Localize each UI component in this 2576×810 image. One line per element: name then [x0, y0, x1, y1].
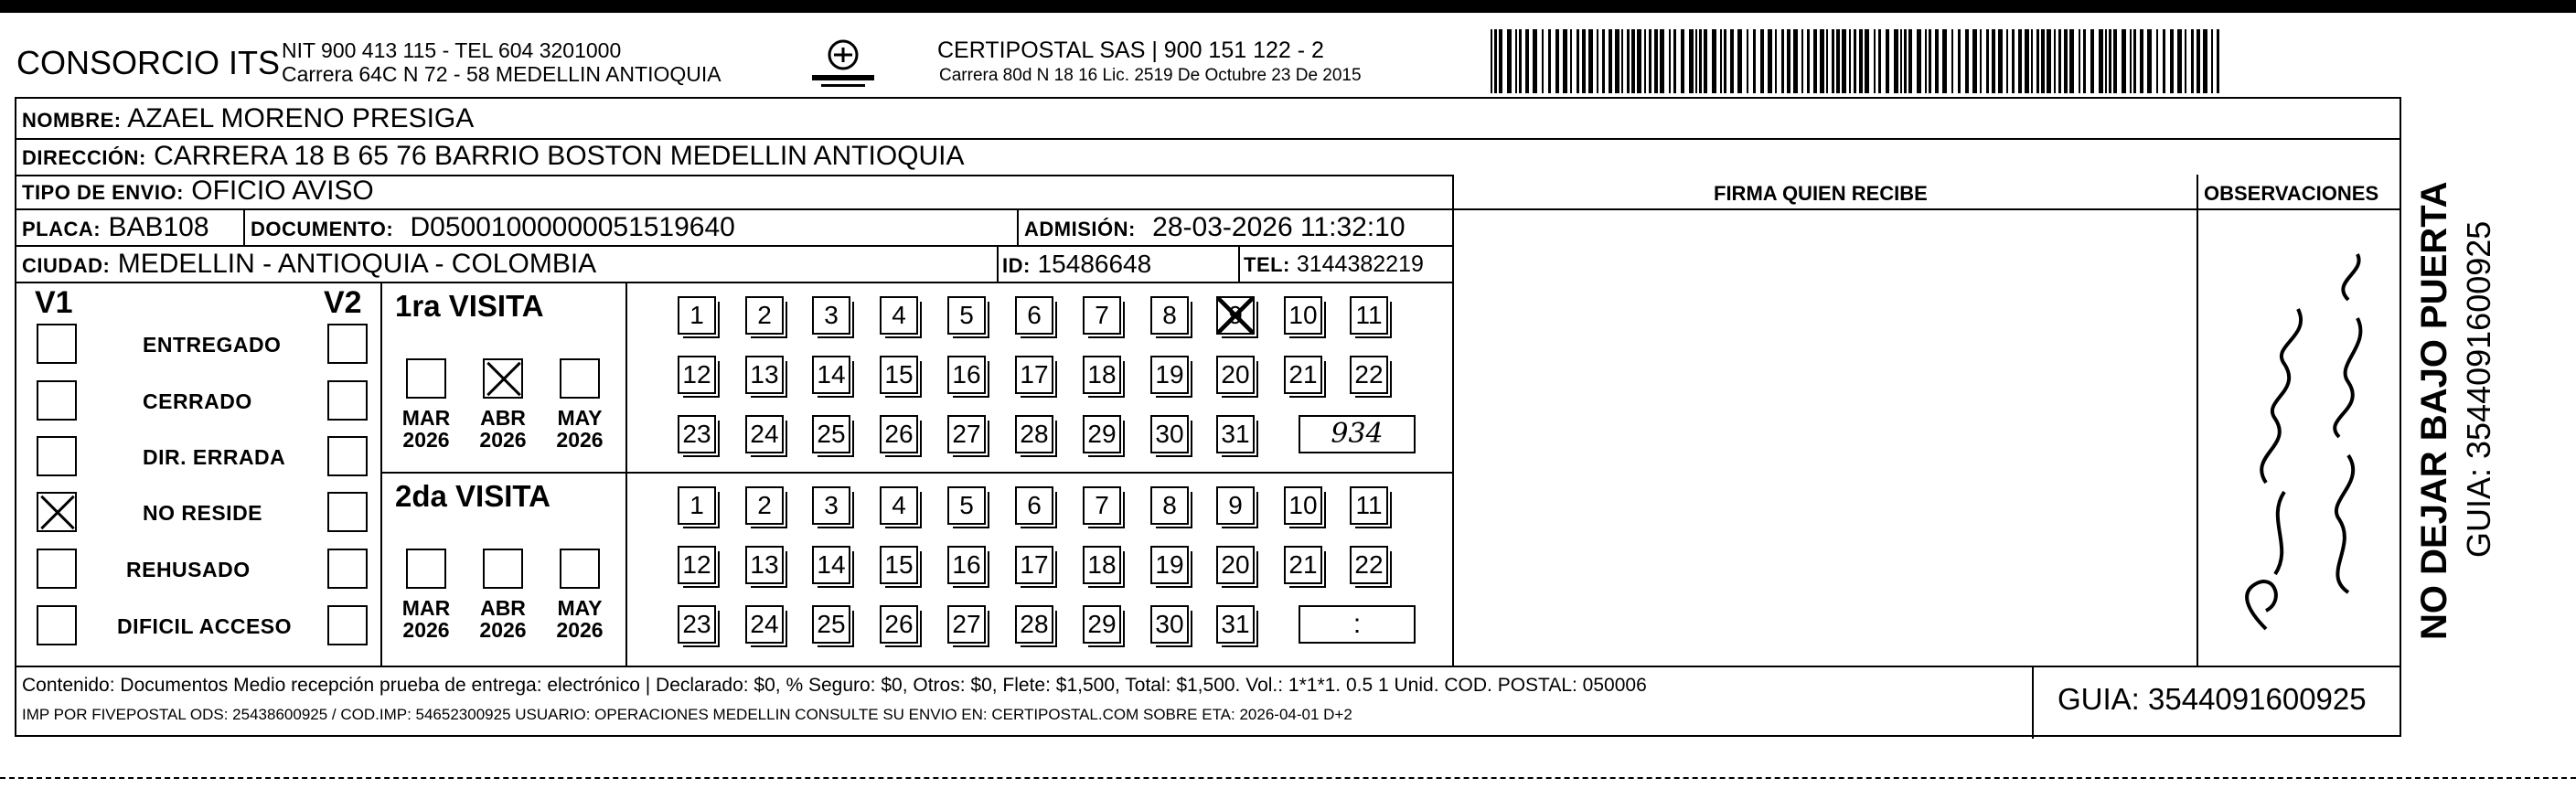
day-box[interactable]: 17	[1015, 356, 1053, 394]
day-box[interactable]: 28	[1015, 415, 1053, 453]
month-checkbox[interactable]	[406, 549, 446, 589]
day-box[interactable]: 10	[1284, 296, 1322, 335]
month-name: MAY	[557, 406, 603, 430]
side-guia: GUIA: 3544091600925	[2460, 220, 2497, 558]
day-box[interactable]: 30	[1150, 605, 1189, 644]
month-name: MAR	[401, 596, 451, 620]
day-box[interactable]: 16	[947, 356, 986, 394]
documento-value: D05001000000051519640	[410, 212, 735, 242]
day-box[interactable]: 1	[678, 486, 716, 525]
day-box[interactable]: 19	[1150, 546, 1189, 584]
admision-field	[1024, 212, 1406, 245]
v1-checkbox[interactable]	[37, 549, 77, 589]
day-box[interactable]: 9	[1216, 296, 1255, 335]
v2-checkbox[interactable]	[327, 605, 368, 645]
status-label: DIR. ERRADA	[143, 445, 286, 469]
day-box[interactable]: 18	[1083, 356, 1121, 394]
tel-field	[1244, 249, 1424, 281]
month-name: MAY	[557, 596, 603, 620]
admision-value: 28-03-2026 11:32:10	[1152, 212, 1406, 242]
guia-number: GUIA: 3544091600925	[2058, 682, 2367, 716]
shipping-card	[15, 97, 2401, 737]
placa-label: PLACA:	[22, 218, 102, 240]
day-box[interactable]: 3	[812, 296, 850, 335]
month-label	[552, 597, 607, 641]
v1-checkbox[interactable]	[37, 605, 77, 645]
day-box[interactable]: 19	[1150, 356, 1189, 394]
day-box[interactable]: 1	[678, 296, 716, 335]
status-label: NO RESIDE	[143, 501, 263, 525]
day-box[interactable]: 23	[678, 605, 716, 644]
day-box[interactable]: 8	[1150, 486, 1189, 525]
visit-title: 1ra VISITA	[395, 289, 544, 323]
nombre-field	[22, 103, 474, 136]
day-box[interactable]: 20	[1216, 356, 1255, 394]
id-field	[1002, 249, 1151, 282]
day-box[interactable]: 30	[1150, 415, 1189, 453]
certipostal-logo	[807, 38, 880, 93]
visit-title: 2da VISITA	[395, 479, 550, 513]
v2-checkbox[interactable]	[327, 492, 368, 532]
nombre-value: AZAEL MORENO PRESIGA	[127, 103, 475, 133]
month-label	[552, 407, 607, 451]
id-value: 15486648	[1037, 250, 1152, 278]
day-box[interactable]: 15	[880, 546, 918, 584]
day-box[interactable]: 21	[1284, 356, 1322, 394]
day-box[interactable]: 11	[1350, 486, 1388, 525]
ciudad-value: MEDELLIN - ANTIOQUIA - COLOMBIA	[117, 249, 597, 279]
month-year: 2026	[556, 428, 604, 452]
day-box[interactable]: 12	[678, 356, 716, 394]
day-box[interactable]: 13	[745, 356, 784, 394]
v2-checkbox[interactable]	[327, 324, 368, 364]
month-checkbox[interactable]	[560, 549, 600, 589]
company-name: CONSORCIO ITS	[16, 44, 281, 81]
day-box[interactable]: 14	[812, 356, 850, 394]
v1-checkbox[interactable]	[37, 324, 77, 364]
admision-label: ADMISIÓN:	[1024, 218, 1136, 240]
day-box[interactable]: 23	[678, 415, 716, 453]
day-box[interactable]: 27	[947, 605, 986, 644]
month-checkbox[interactable]	[406, 358, 446, 399]
handwritten-signature	[2211, 245, 2394, 656]
status-label: REHUSADO	[126, 558, 251, 581]
day-box[interactable]: 24	[745, 605, 784, 644]
day-box[interactable]: 12	[678, 546, 716, 584]
day-box[interactable]: 10	[1284, 486, 1322, 525]
day-box[interactable]: 25	[812, 605, 850, 644]
cut-line	[0, 777, 2576, 781]
status-label: DIFICIL ACCESO	[117, 614, 293, 638]
tipo-field	[22, 176, 374, 208]
day-box[interactable]: 7	[1083, 296, 1121, 335]
company-address: Carrera 64C N 72 - 58 MEDELLIN ANTIOQUIA	[282, 62, 721, 86]
day-box[interactable]: 26	[880, 415, 918, 453]
v1-checkbox[interactable]	[37, 492, 77, 532]
documento-field	[251, 212, 735, 245]
month-label	[399, 407, 454, 451]
month-year: 2026	[479, 618, 527, 642]
tel-value: 3144382219	[1296, 251, 1424, 277]
footer-content: Contenido: Documentos Medio recepción prueba de entrega: electrónico | Declarado: $0, % Seguro: $0, Otros: $0, Flete: $1,500, Total: $1,500. Vol.: 1*1*1. 0.5 1 Unid. COD. POSTAL: 050006	[22, 675, 1647, 696]
footer-print-info: IMP POR FIVEPOSTAL ODS: 25438600925 / COD.IMP: 54652300925 USUARIO: OPERACIONES MEDELLIN CONSULTE SU ENVIO EN: CERTIPOSTAL.COM SOBRE ETA: 2026-04-01 D+2	[22, 706, 1352, 723]
day-box[interactable]: 25	[812, 415, 850, 453]
month-year: 2026	[479, 428, 527, 452]
day-box[interactable]: 28	[1015, 605, 1053, 644]
v1-header: V1	[35, 285, 73, 320]
v2-header: V2	[324, 285, 362, 320]
tipo-value: OFICIO AVISO	[191, 176, 374, 206]
carrier-line: CERTIPOSTAL SAS | 900 151 122 - 2	[937, 37, 1324, 63]
license-line: Carrera 80d N 18 16 Lic. 2519 De Octubre 23 De 2015	[939, 66, 1362, 85]
day-box[interactable]: 31	[1216, 605, 1255, 644]
v2-checkbox[interactable]	[327, 549, 368, 589]
day-box[interactable]: 6	[1015, 296, 1053, 335]
day-box[interactable]: 16	[947, 546, 986, 584]
month-year: 2026	[556, 618, 604, 642]
month-checkbox[interactable]	[483, 358, 523, 399]
direccion-value: CARRERA 18 B 65 76 BARRIO BOSTON MEDELLIN ANTIOQUIA	[154, 141, 965, 171]
month-year: 2026	[402, 428, 450, 452]
status-label: CERRADO	[143, 389, 252, 413]
v2-checkbox[interactable]	[327, 436, 368, 476]
day-box[interactable]: 17	[1015, 546, 1053, 584]
day-box[interactable]: 29	[1083, 415, 1121, 453]
v2-checkbox[interactable]	[327, 380, 368, 421]
placa-value: BAB108	[108, 212, 209, 242]
observaciones-header: OBSERVACIONES	[2204, 182, 2379, 205]
status-label: ENTREGADO	[143, 333, 282, 357]
tipo-label: TIPO DE ENVIO:	[22, 181, 184, 204]
month-name: MAR	[401, 406, 451, 430]
day-box[interactable]: 31	[1216, 415, 1255, 453]
top-border	[0, 0, 2576, 13]
tel-label: TEL:	[1244, 253, 1290, 276]
day-box[interactable]: 3	[812, 486, 850, 525]
day-box[interactable]: 26	[880, 605, 918, 644]
day-box[interactable]: 2	[745, 296, 784, 335]
v1-checkbox[interactable]	[37, 380, 77, 421]
day-box[interactable]: 5	[947, 296, 986, 335]
day-box[interactable]: 8	[1150, 296, 1189, 335]
day-box[interactable]: 5	[947, 486, 986, 525]
day-box[interactable]: 24	[745, 415, 784, 453]
month-checkbox[interactable]	[483, 549, 523, 589]
day-box[interactable]: 22	[1350, 546, 1388, 584]
day-box[interactable]: 27	[947, 415, 986, 453]
month-year: 2026	[402, 618, 450, 642]
day-box[interactable]: 20	[1216, 546, 1255, 584]
month-label	[476, 407, 530, 451]
time-box[interactable]: :	[1299, 605, 1416, 644]
signature-header: FIRMA QUIEN RECIBE	[1714, 182, 1928, 205]
documento-label: DOCUMENTO:	[251, 218, 394, 240]
v1-checkbox[interactable]	[37, 436, 77, 476]
day-box[interactable]: 11	[1350, 296, 1388, 335]
month-name: ABR	[480, 406, 526, 430]
day-box[interactable]: 4	[880, 486, 918, 525]
day-box[interactable]: 22	[1350, 356, 1388, 394]
day-box[interactable]: 4	[880, 296, 918, 335]
nombre-label: NOMBRE:	[22, 109, 122, 132]
day-box[interactable]: 6	[1015, 486, 1053, 525]
day-box[interactable]: 14	[812, 546, 850, 584]
company-nit: NIT 900 413 115 - TEL 604 3201000	[282, 38, 622, 62]
time-box[interactable]: 934	[1299, 415, 1416, 453]
day-box[interactable]: 18	[1083, 546, 1121, 584]
day-box[interactable]: 29	[1083, 605, 1121, 644]
day-box[interactable]: 9	[1216, 486, 1255, 525]
placa-field	[22, 212, 209, 245]
direccion-field	[22, 141, 965, 174]
direccion-label: DIRECCIÓN:	[22, 146, 146, 169]
day-box[interactable]: 7	[1083, 486, 1121, 525]
barcode	[1491, 29, 2222, 93]
day-box[interactable]: 2	[745, 486, 784, 525]
day-box[interactable]: 13	[745, 546, 784, 584]
month-checkbox[interactable]	[560, 358, 600, 399]
side-warning: NO DEJAR BAJO PUERTA	[2414, 181, 2454, 640]
month-label	[399, 597, 454, 641]
day-box[interactable]: 21	[1284, 546, 1322, 584]
ciudad-field	[22, 249, 596, 282]
month-name: ABR	[480, 596, 526, 620]
id-label: ID:	[1002, 254, 1031, 277]
day-box[interactable]: 15	[880, 356, 918, 394]
month-label	[476, 597, 530, 641]
ciudad-label: CIUDAD:	[22, 254, 111, 277]
